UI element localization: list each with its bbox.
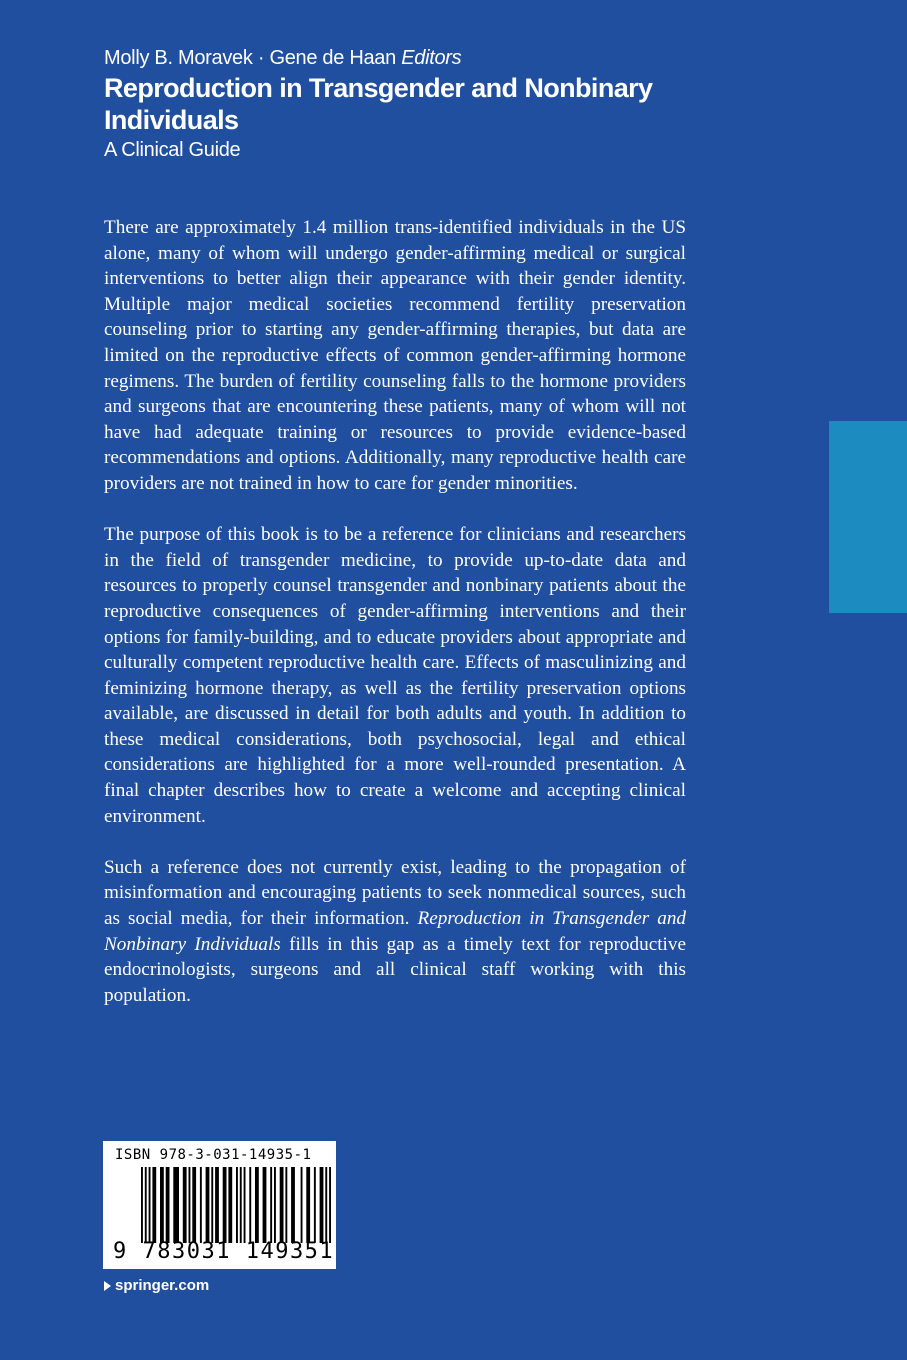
barcode-bar (280, 1167, 284, 1243)
barcode-bar (325, 1167, 327, 1243)
barcode-bar (240, 1167, 242, 1243)
barcode-bar (228, 1167, 232, 1243)
editors-line (104, 46, 744, 70)
barcode-bar (189, 1167, 191, 1243)
barcode-bar (236, 1167, 238, 1243)
book-title: Reproduction in Transgender and Nonbinary Individuals (104, 73, 653, 135)
description-paragraph-3 (104, 855, 686, 1009)
book-subtitle: A Clinical Guide (104, 139, 241, 161)
barcode-bar (223, 1167, 227, 1243)
barcode-bar (211, 1167, 213, 1243)
barcode-bar (160, 1167, 164, 1243)
barcode-bar (263, 1167, 267, 1243)
barcode-bar (329, 1167, 331, 1243)
barcode-graphic (141, 1167, 331, 1243)
barcode-bar (249, 1167, 251, 1243)
description-paragraph-2: The purpose of this book is to be a reference for clinicians and researchers in the field of transgender medicine, to provide up-to-date data and resources to properly counsel transgender and nonbinary patients about the reproductive consequences of gender-affirming interventions and their options for family-building, and to educate providers about appropriate and culturally competent reproductive health care. Effects of masculinizing and feminizing hormone therapy, as well as the fertility preservation options available, are discussed in detail for both adults and youth. In addition to these medical considerations, both psychosocial, legal and ethical considerations are highlighted for a more well-rounded presentation. A final chapter describes how to create a welcome and accepting clinical environment. (104, 524, 686, 827)
barcode-bar (306, 1167, 310, 1243)
barcode-bar (200, 1167, 202, 1243)
barcode-bar (215, 1167, 219, 1243)
barcode-bar (320, 1167, 324, 1243)
barcode-bar (166, 1167, 170, 1243)
paragraph-3-end: fills in this gap as a timely text for reproductive endocrinologists, surgeons and all clinical staff working with this population. (104, 933, 686, 1006)
barcode-bar (173, 1167, 179, 1243)
description-text (104, 215, 686, 1034)
barcode-bar (270, 1167, 272, 1243)
barcode-bar (183, 1167, 187, 1243)
barcode-bar (314, 1167, 316, 1243)
cover-header (104, 46, 744, 162)
barcode-bar (149, 1167, 151, 1243)
publisher-link[interactable] (104, 1276, 209, 1296)
barcode-bar (244, 1167, 246, 1243)
description-paragraph-1: There are approximately 1.4 million trans-identified individuals in the US alone, many of whom will undergo gender-affirming medical or surgical interventions to better align their appearance with their gender identity. Multiple major medical societies recommend fertility preservation counseling prior to starting any gender-affirming therapies, but data are limited on the reproductive effects of common gender-affirming hormone regimens. The burden of fertility counseling falls to the hormone providers and surgeons that are encountering these patients, many of whom will not have had adequate training or resources to provide evidence-based recommendations and options. Additionally, many reproductive health care providers are not trained in how to care for gender minorities. (104, 217, 686, 494)
paragraph-3-start: Such a reference does not currently exist, leading to the propagation of misinformation and encouraging patients to seek nonmedical sources, such as social media, for their information. (104, 856, 686, 930)
paragraph-3-book-title: Reproduction in Transgender and Nonbinary Individuals (104, 908, 687, 955)
barcode-bar (301, 1167, 303, 1243)
isbn-barcode-box (103, 1141, 336, 1269)
barcode-bar (291, 1167, 295, 1243)
isbn-label: ISBN 978-3-031-14935-1 (115, 1147, 312, 1163)
editor-names: Molly B. Moravek · Gene de Haan (104, 47, 396, 69)
side-color-tab (829, 421, 907, 613)
barcode-bar (141, 1167, 143, 1243)
publisher-url: springer.com (115, 1277, 210, 1294)
arrow-right-icon (104, 1281, 111, 1291)
barcode-bar (145, 1167, 147, 1243)
barcode-bar (274, 1167, 276, 1243)
barcode-bar (152, 1167, 156, 1243)
barcode-bar (206, 1167, 210, 1243)
barcode-digits: 9 783031 149351 (113, 1239, 335, 1264)
barcode-bar (255, 1167, 259, 1243)
barcode-bar (192, 1167, 196, 1243)
editors-role: Editors (401, 47, 462, 69)
barcode-bar (285, 1167, 287, 1243)
